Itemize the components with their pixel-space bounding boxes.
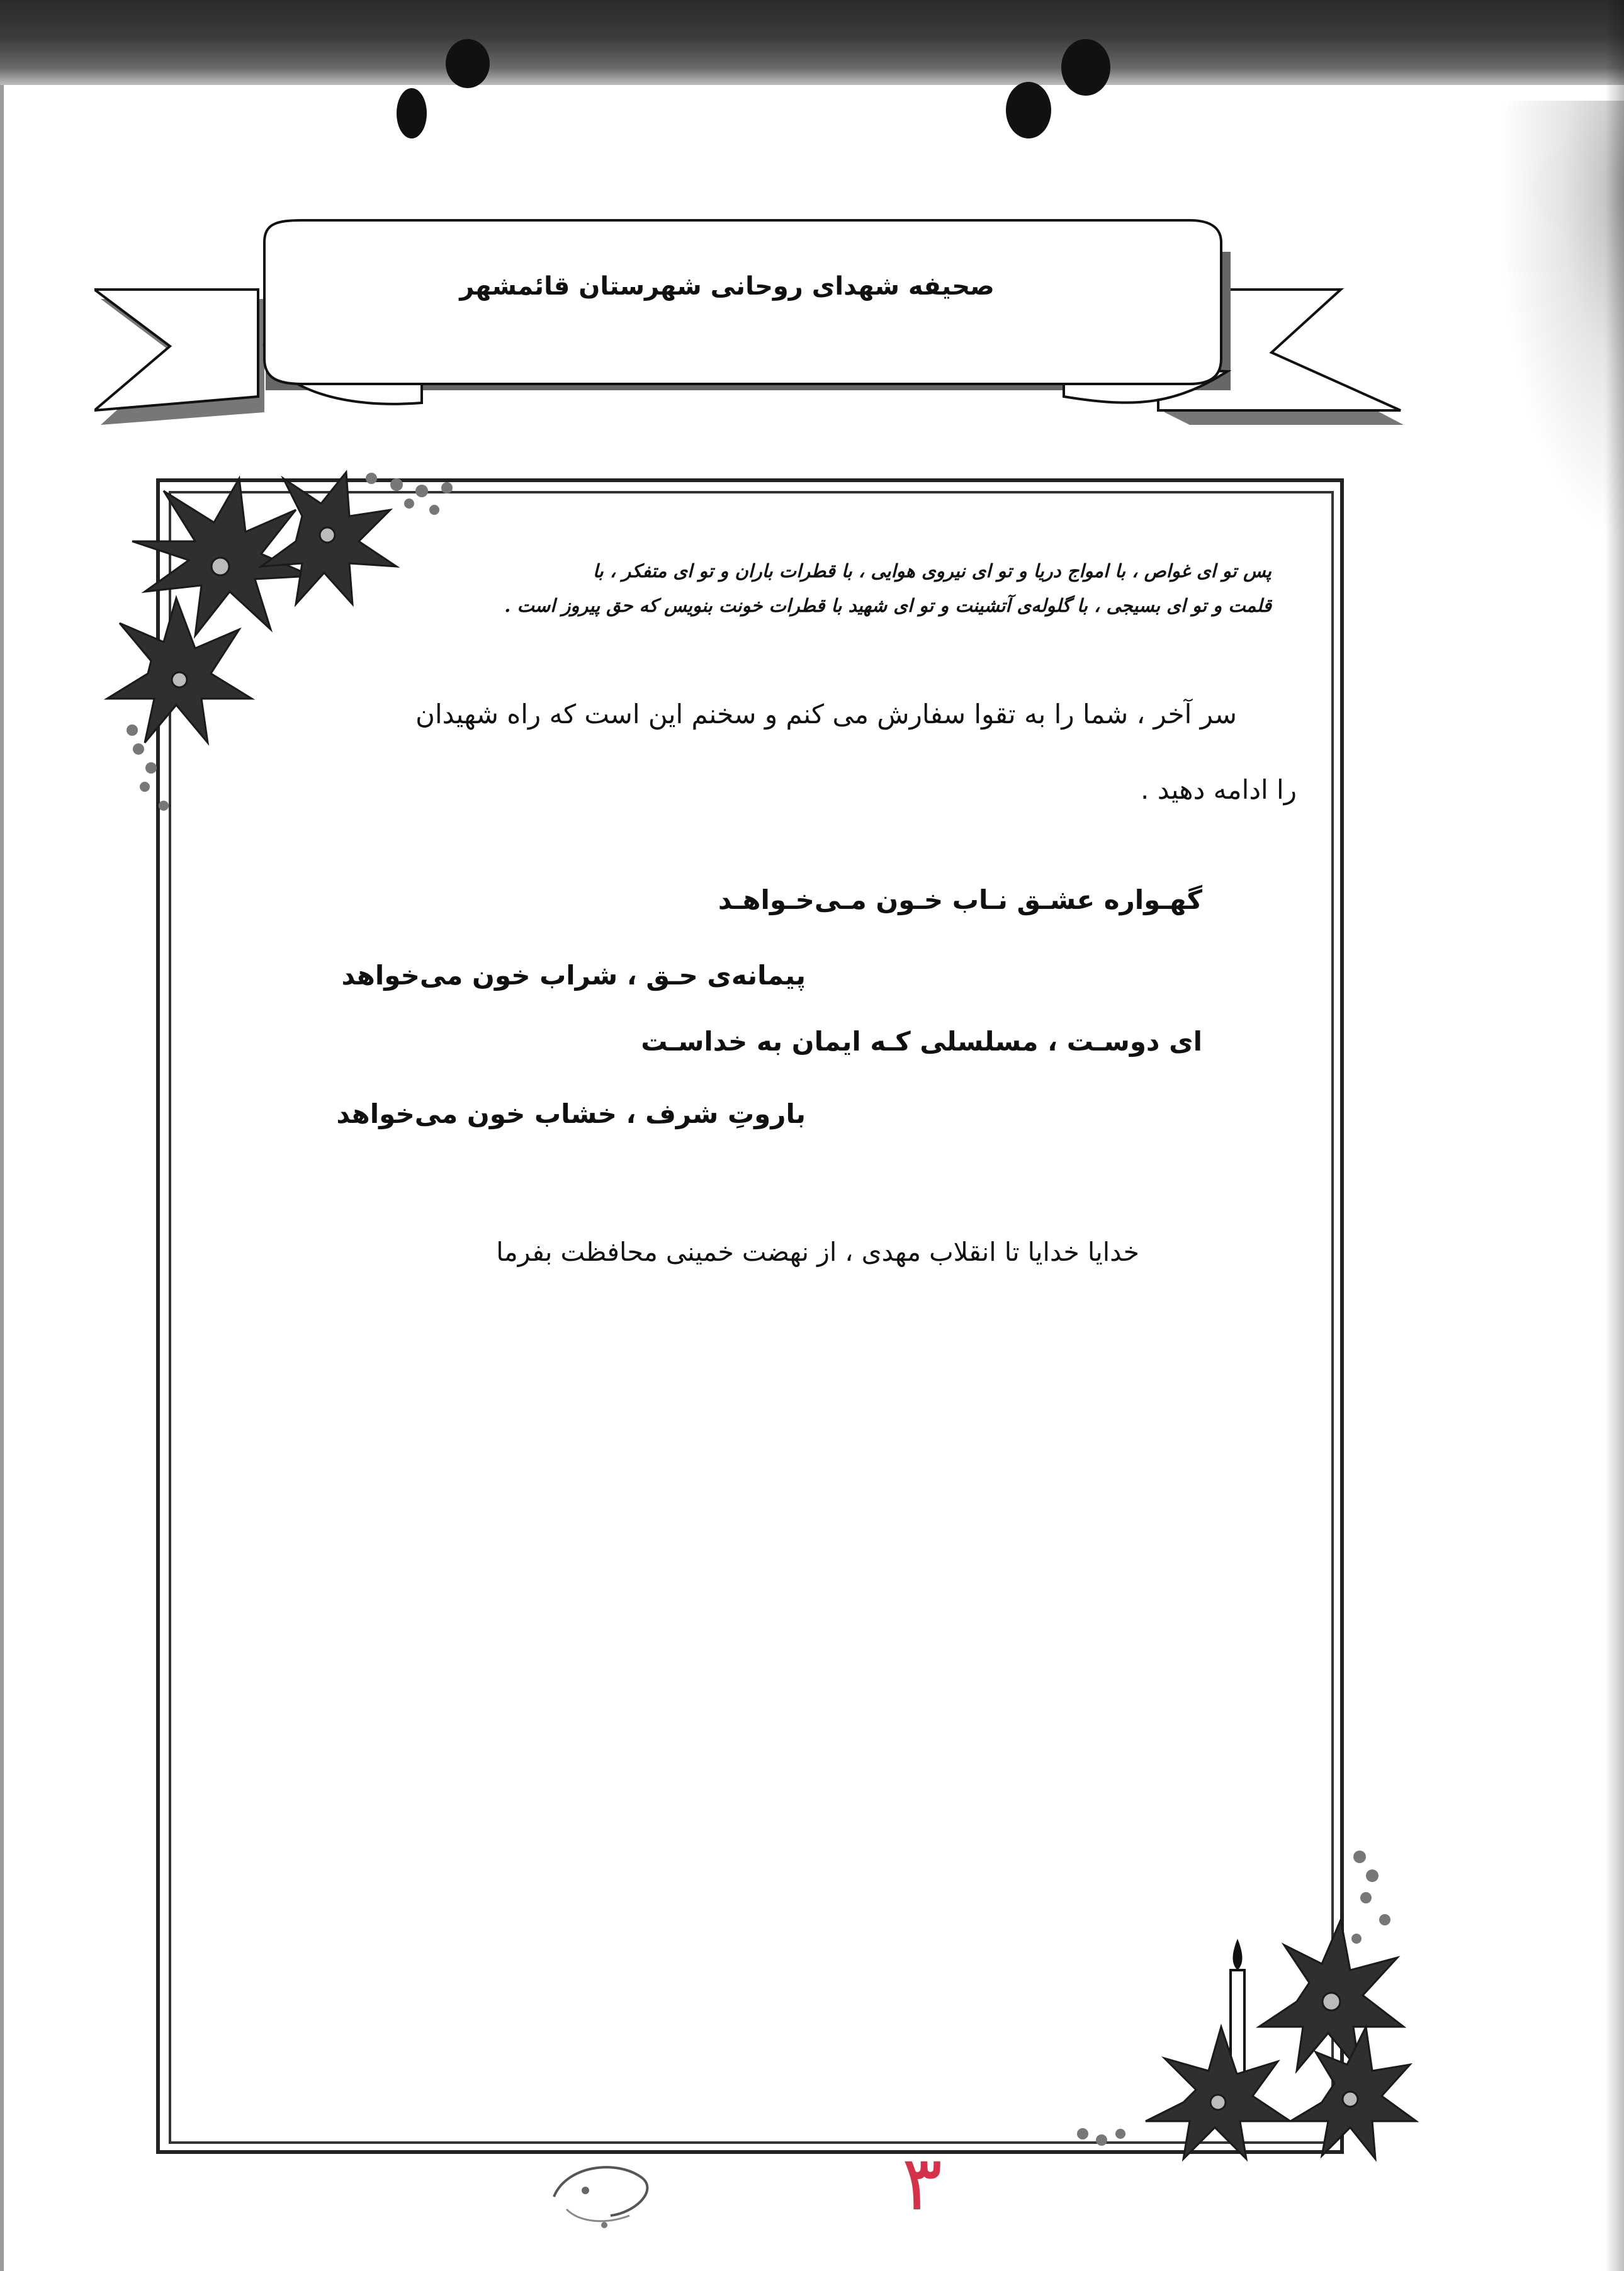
poem-line-2: پیمانه‌ی حـق ، شراب خون می‌خواهد [341, 960, 806, 991]
title-banner [94, 208, 1410, 447]
poem-line-3: ای دوسـت ، مسلسلی کـه ایمان به خداسـت [641, 1026, 1202, 1057]
binder-hole-left-2 [446, 39, 490, 88]
scan-left-edge [0, 85, 4, 2271]
intro-line: قلمت و تو ای بسیجی ، با گلوله‌ی آتشینت و تو ای شهید با قطرات خونت بنویس که حق پیروز است . [504, 595, 1272, 616]
paragraph [252, 677, 1297, 828]
intro-text [352, 554, 1272, 623]
header-title: صحیفه شهدای روحانی شهرستان قائمشهر [460, 272, 995, 301]
closing-line: خدایا خدایا تا انقلاب مهدی ، از نهضت خمینی محافظت بفرما [496, 1237, 1139, 1267]
page-number: ۳ [901, 2140, 943, 2228]
poinsettia-candle-bottom-right [1070, 1838, 1423, 2165]
scan-shadow [1498, 101, 1624, 541]
binder-hole-left [397, 88, 427, 138]
paragraph-line: سر آخر ، شما را به تقوا سفارش می کنم و سخنم این است که راه شهیدان [415, 699, 1237, 730]
intro-line: پس تو ای غواص ، با امواج دریا و تو ای نیروی هوایی ، با قطرات باران و تو ای متفکر ، با [592, 560, 1272, 582]
binder-hole-right-2 [1006, 82, 1051, 138]
paragraph-line: را ادامه دهید . [1141, 774, 1297, 805]
poem-line-4: باروتِ شرف ، خشاب خون می‌خواهد [336, 1098, 806, 1129]
binder-hole-right [1061, 39, 1110, 96]
poem-line-1: گهـواره عشـق نـاب خـون مـی‌خـواهـد [718, 884, 1202, 915]
scan-top-band [0, 0, 1624, 85]
ink-smudge [541, 2153, 667, 2234]
